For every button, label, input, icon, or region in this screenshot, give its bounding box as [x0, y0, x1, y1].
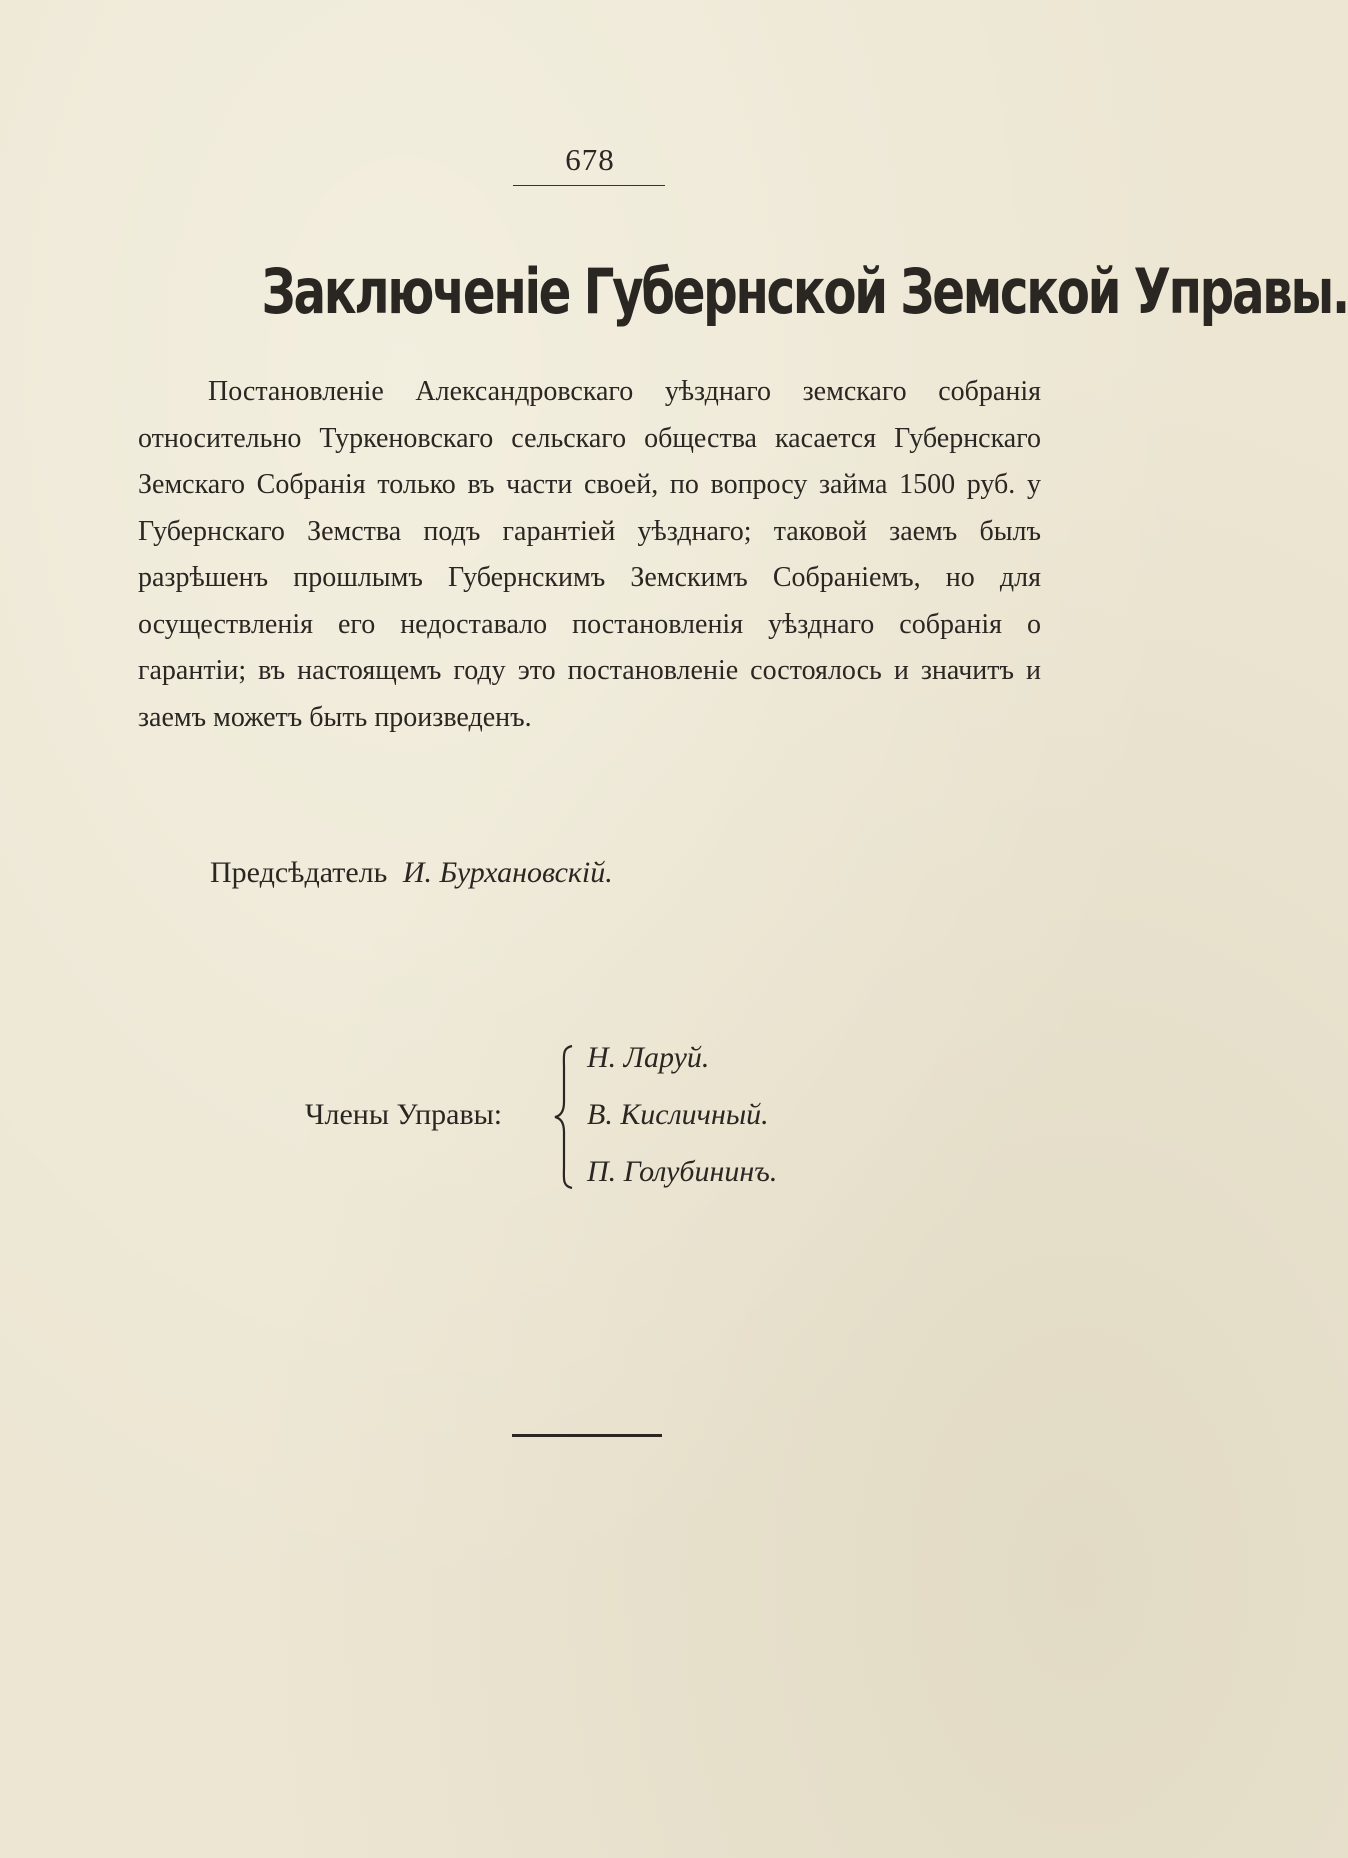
- chairman-line: [210, 856, 613, 890]
- member-name-2: В. Кисличный.: [587, 1098, 769, 1131]
- page-number: 678: [565, 142, 615, 177]
- members-label: Члены Управы:: [305, 1098, 503, 1131]
- document-title: Заключеніе Губернской Земской Управы.: [261, 255, 1348, 328]
- member-name-3: П. Голубининъ.: [587, 1155, 778, 1188]
- end-rule: [512, 1434, 662, 1437]
- body-paragraph: Постановленіе Александровскаго уѣзднаго земскаго собранія относительно Туркеновскаго сельскаго общества касается Губернскаго Земскаго Собранія только въ части своей, по вопросу займа 1500 руб. у Губернскаго Земства подъ гарантіей уѣзднаго; таковой заемъ былъ разрѣшенъ прошлымъ Губернскимъ Земскимъ Собраніемъ, но для осуществленія его недоставало постановленія уѣзднаго собранія о гарантіи; въ настоящемъ году это постановленіе состоялось и значитъ и заемъ можетъ быть произведенъ.: [138, 376, 1041, 733]
- curly-brace-icon: [552, 1044, 576, 1190]
- member-name-1: Н. Ларуй.: [587, 1041, 710, 1074]
- chairman-signature: И. Бурхановскій.: [402, 856, 613, 889]
- page-number-rule: [513, 185, 665, 186]
- chairman-label: Предсѣдатель: [210, 856, 388, 889]
